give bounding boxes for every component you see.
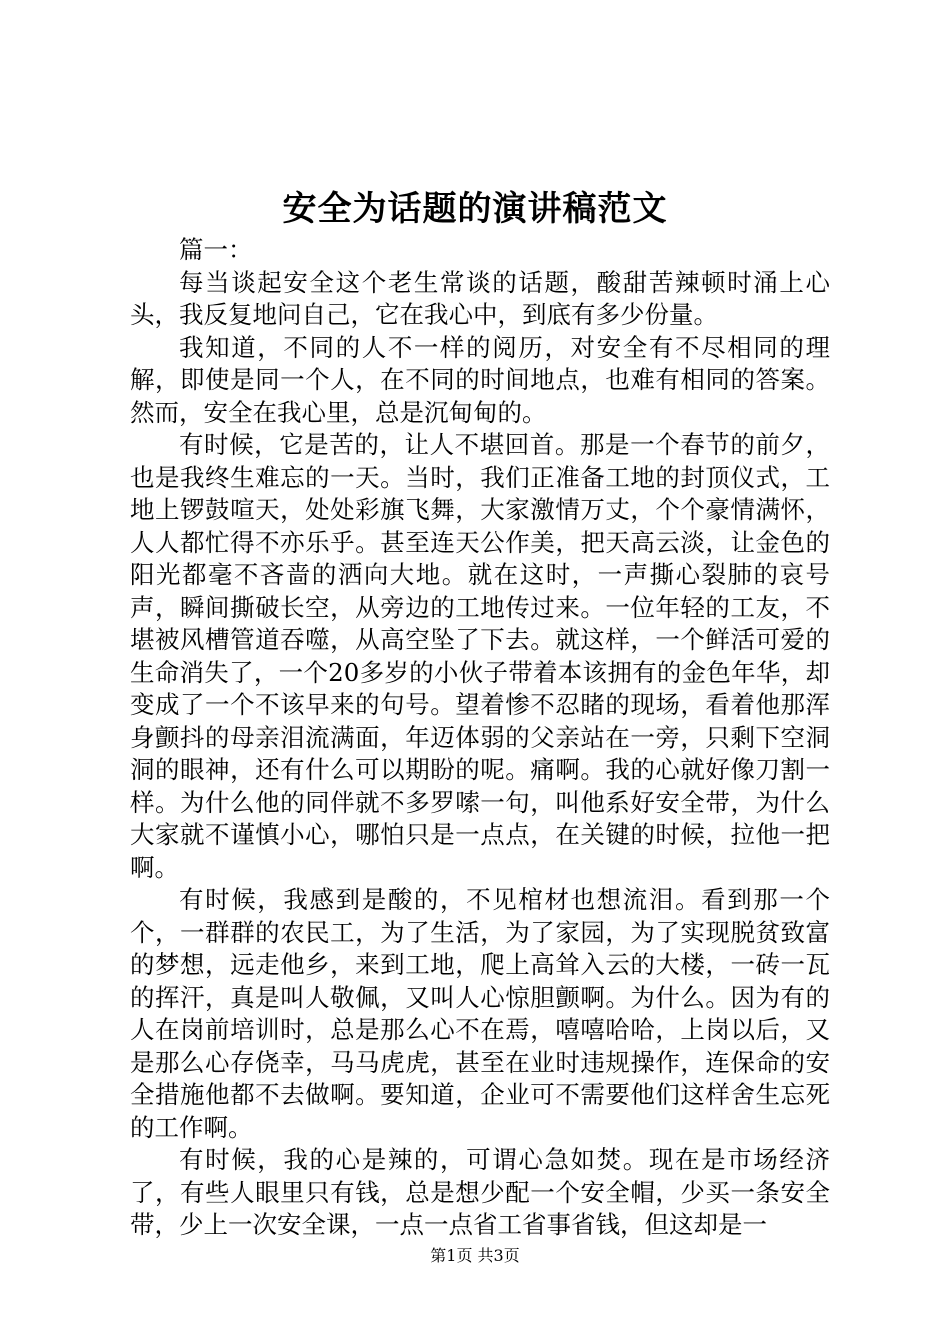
page-footer: 第1页 共3页 bbox=[430, 1246, 520, 1265]
paragraph: 我知道，不同的人不一样的阅历，对安全有不尽相同的理解，即使是同一个人，在不同的时间地点，也难有相同的答案。然而，安全在我心里，总是沉甸甸的。 bbox=[130, 332, 830, 427]
paragraph: 有时候，它是苦的，让人不堪回首。那是一个春节的前夕，也是我终生难忘的一天。当时，我们正准备工地的封顶仪式，工地上锣鼓喧天，处处彩旗飞舞，大家激情万丈，个个豪情满怀，人人都忙得不亦乐乎。甚至连天公作美，把天高云淡，让金色的阳光都毫不吝啬的洒向大地。就在这时，一声撕心裂肺的哀号声，瞬间撕破长空，从旁边的工地传过来。一位年轻的工友，不堪被风槽管道吞噬，从高空坠了下去。就这样，一个鲜活可爱的生命消失了，一个20多岁的小伙子带着本该拥有的金色年华，却变成了一个不该早来的句号。望着惨不忍睹的现场，看着他那浑身颤抖的母亲泪流满面，年迈体弱的父亲站在一旁，只剩下空洞洞的眼神，还有什么可以期盼的呢。痛啊。我的心就好像刀割一样。为什么他的同伴就不多罗嗦一句，叫他系好安全带，为什么大家就不谨慎小心，哪怕只是一点点，在关键的时候，拉他一把啊。 bbox=[130, 430, 830, 882]
paragraph: 有时候，我感到是酸的，不见棺材也想流泪。看到那一个个，一群群的农民工，为了生活，为了家园，为了实现脱贫致富的梦想，远走他乡，来到工地，爬上高耸入云的大楼，一砖一瓦的挥汗，真是叫人敬佩，又叫人心惊胆颤啊。为什么。因为有的人在岗前培训时，总是那么心不在焉，嘻嘻哈哈，上岗以后，又是那么心存侥幸，马马虎虎，甚至在业时违规操作，连保命的安全措施他都不去做啊。要知道，企业可不需要他们这样舍生忘死的工作啊。 bbox=[130, 885, 830, 1142]
paragraph: 每当谈起安全这个老生常谈的话题，酸甜苦辣顿时涌上心头，我反复地问自己，它在我心中，到底有多少份量。 bbox=[130, 267, 830, 329]
document-body bbox=[130, 234, 830, 1242]
document-title: 安全为话题的演讲稿范文 bbox=[282, 189, 668, 229]
paragraph-heading: 篇一： bbox=[179, 235, 253, 264]
paragraph: 有时候，我的心是辣的，可谓心急如焚。现在是市场经济了，有些人眼里只有钱，总是想少配一个安全帽，少买一条安全带，少上一次安全课，一点一点省工省事省钱，但这却是一 bbox=[130, 1145, 830, 1239]
